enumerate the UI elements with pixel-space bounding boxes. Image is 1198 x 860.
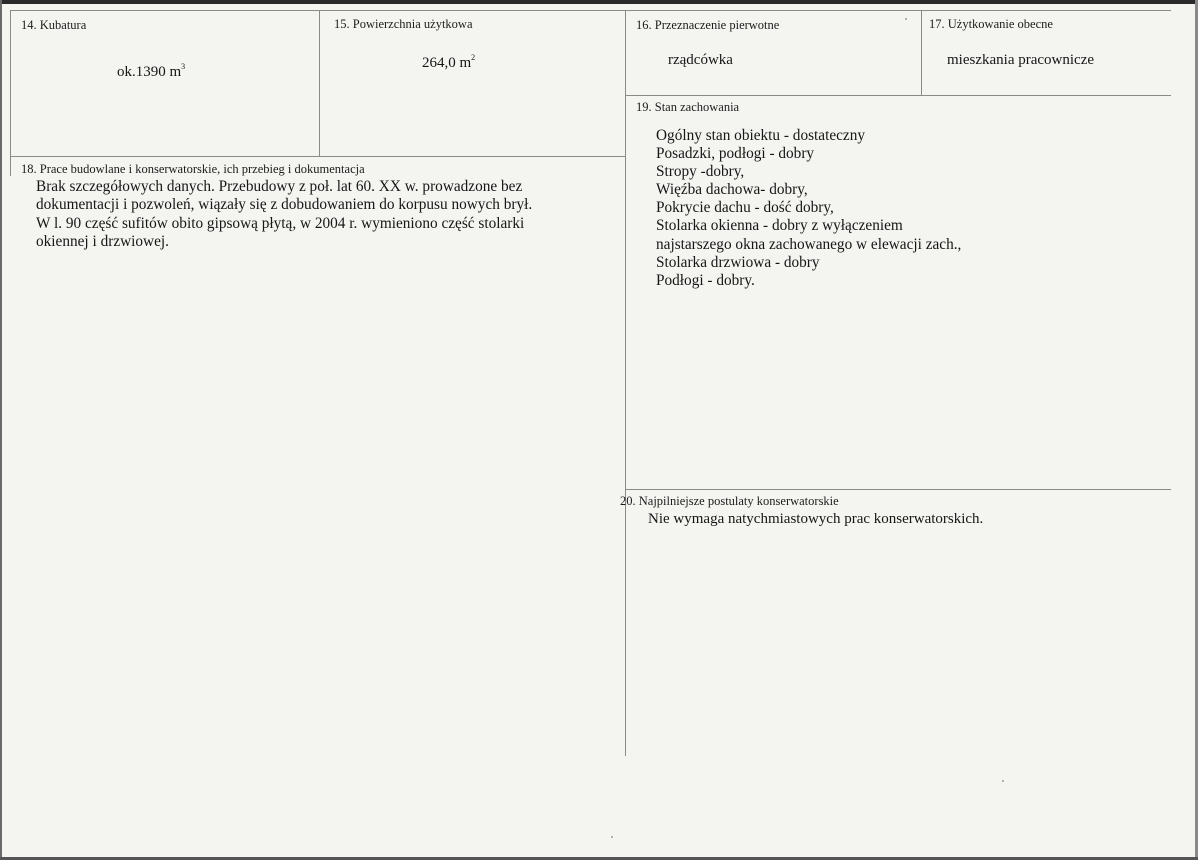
- stan-line: Ogólny stan obiektu - dostateczny: [656, 127, 866, 144]
- stan-label: 19. Stan zachowania: [636, 100, 740, 114]
- prace-line: okiennej i drzwiowej.: [36, 232, 169, 250]
- stan-line: najstarszego okna zachowanego w elewacji zach.,: [656, 235, 962, 253]
- prace-line: W l. 90 część sufitów obito gipsową płytą, w 2004 r. wymieniono część stolarki: [36, 214, 525, 232]
- grid-divider-center: [625, 10, 626, 756]
- prace-paragraph: [36, 178, 532, 251]
- kubatura-number: ok.1390 m: [117, 64, 182, 80]
- przeznaczenie-label: 16. Przeznaczenie pierwotne: [636, 18, 780, 32]
- stan-line: Posadzki, podłogi - dobry: [656, 145, 815, 163]
- grid-line-16-19: [625, 95, 1171, 96]
- grid-line-top: [10, 10, 1171, 11]
- prace-label: 18. Prace budowlane i konserwatorskie, ich przebieg i dokumentacja: [21, 162, 365, 176]
- scan-speck: [905, 18, 907, 20]
- kubatura-label: 14. Kubatura: [21, 18, 87, 32]
- stan-line: Stolarka okienna - dobry z wyłączeniem: [656, 217, 903, 235]
- powierzchnia-number: 264,0 m: [422, 55, 472, 71]
- grid-line-19-20: [625, 489, 1171, 490]
- powierzchnia-value: [422, 54, 475, 72]
- scan-speck: [1002, 780, 1004, 782]
- scan-speck: [611, 836, 613, 838]
- stan-line: Pokrycie dachu - dość dobry,: [656, 199, 834, 217]
- prace-line: Brak szczegółowych danych. Przebudowy z poł. lat 60. XX w. prowadzone bez: [36, 178, 523, 195]
- grid-line-14-18: [10, 156, 626, 157]
- scan-top-edge: [0, 0, 1198, 4]
- kubatura-value: [117, 63, 185, 81]
- stan-line: Podłogi - dobry.: [656, 271, 755, 289]
- stan-line: Stropy -dobry,: [656, 163, 745, 181]
- stan-line: Więźba dachowa- dobry,: [656, 181, 808, 199]
- powierzchnia-label: 15. Powierzchnia użytkowa: [334, 17, 473, 31]
- powierzchnia-unit-exponent: 2: [471, 53, 476, 62]
- stan-list: [656, 127, 961, 290]
- uzytkowanie-value: mieszkania pracownicze: [947, 52, 1095, 68]
- stan-line: Stolarka drzwiowa - dobry: [656, 253, 820, 271]
- grid-divider-16-17: [921, 10, 922, 96]
- grid-line-left: [10, 10, 11, 176]
- postulaty-label: 20. Najpilniejsze postulaty konserwatorskie: [620, 494, 839, 508]
- kubatura-unit-exponent: 3: [181, 62, 186, 71]
- przeznaczenie-value: rządcówka: [668, 52, 733, 68]
- scan-left-edge: [0, 0, 2, 860]
- prace-line: dokumentacji i pozwoleń, wiązały się z dobudowaniem do korpusu nowych brył.: [36, 196, 533, 214]
- uzytkowanie-label: 17. Użytkowanie obecne: [929, 17, 1053, 31]
- postulaty-value: Nie wymaga natychmiastowych prac konserwatorskich.: [648, 511, 984, 527]
- grid-divider-14-15: [319, 10, 320, 156]
